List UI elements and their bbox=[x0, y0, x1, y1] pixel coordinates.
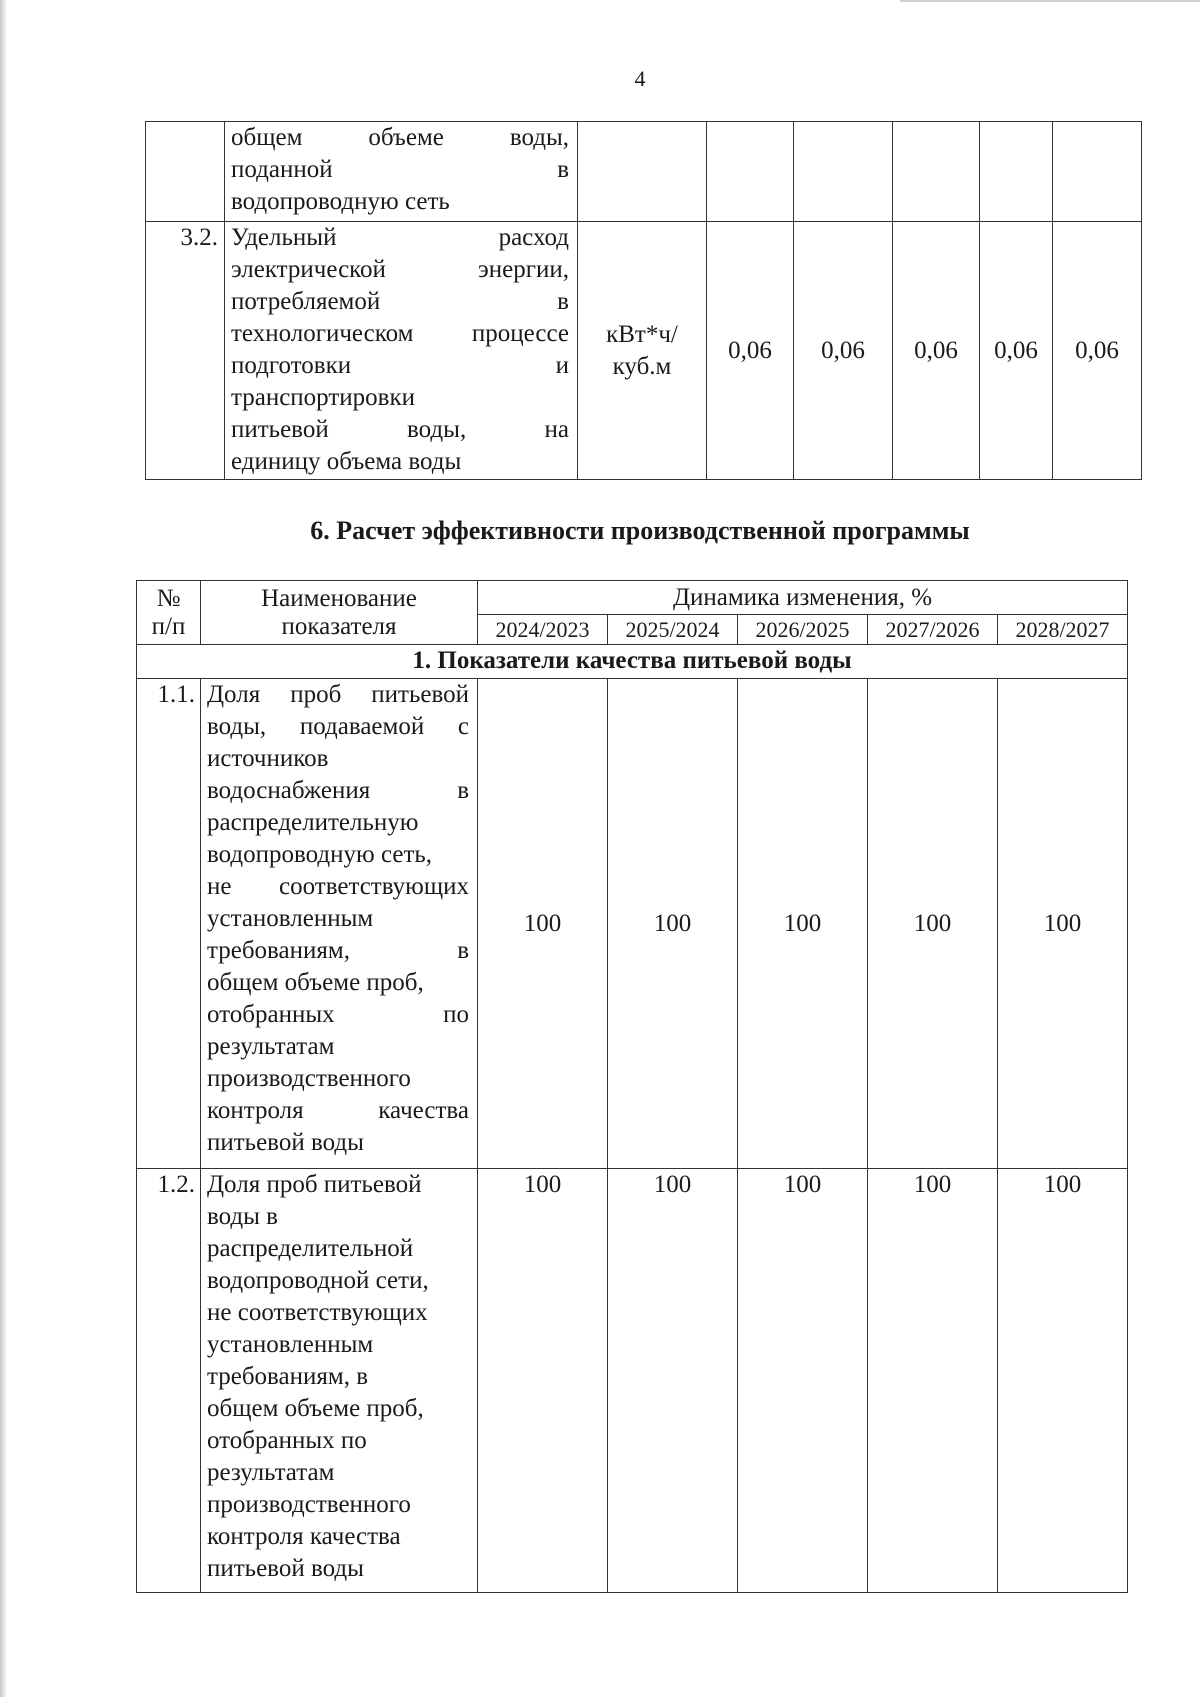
value-cell bbox=[1053, 122, 1142, 222]
value-cell bbox=[707, 122, 794, 222]
name-line: водопроводной сети, bbox=[207, 1267, 429, 1294]
value-cell: 100 bbox=[998, 679, 1128, 1169]
name-line: Доля проб питьевой bbox=[207, 1171, 422, 1198]
header-name-line: показателя bbox=[281, 612, 397, 640]
name-line: общем объеме воды, bbox=[231, 124, 569, 151]
name-line: не соответствующих bbox=[207, 873, 469, 900]
header-num-line: п/п bbox=[151, 612, 186, 640]
indicator-name bbox=[201, 1169, 478, 1593]
name-line: общем объеме проб, bbox=[207, 1395, 424, 1422]
table-row bbox=[146, 122, 1142, 222]
page-number: 4 bbox=[634, 66, 646, 91]
value-cell: 100 bbox=[608, 1169, 738, 1593]
name-line: водоснабжения в bbox=[207, 777, 469, 804]
name-line: водопроводную сеть bbox=[231, 188, 450, 215]
table-row bbox=[137, 1169, 1128, 1593]
name-line: требованиям, в bbox=[207, 1363, 368, 1390]
header-year: 2027/2026 bbox=[868, 615, 998, 645]
name-line: отобранных по bbox=[207, 1001, 469, 1028]
header-year: 2025/2024 bbox=[608, 615, 738, 645]
header-name-line: Наименование bbox=[261, 584, 417, 612]
name-line: контроля качества bbox=[207, 1523, 401, 1550]
name-line: установленным bbox=[207, 905, 374, 932]
section-heading: 6. Расчет эффективности производственной программы bbox=[310, 516, 970, 545]
table-row bbox=[137, 679, 1128, 1169]
header-year: 2024/2023 bbox=[478, 615, 608, 645]
row-number: 3.2. bbox=[146, 222, 225, 480]
value-cell: 0,06 bbox=[707, 222, 794, 480]
row-number: 1.1. bbox=[137, 679, 201, 1169]
name-line: питьевой воды bbox=[207, 1129, 364, 1156]
name-line: транспортировки bbox=[231, 384, 415, 411]
efficiency-table bbox=[136, 580, 1128, 1593]
value-cell: 100 bbox=[478, 679, 608, 1169]
unit-line: кВт*ч/ bbox=[606, 320, 678, 348]
value-cell bbox=[893, 122, 980, 222]
value-cell bbox=[980, 122, 1053, 222]
name-line: единицу объема воды bbox=[231, 448, 462, 475]
unit-cell bbox=[578, 222, 707, 480]
name-line: распределительной bbox=[207, 1235, 414, 1262]
table-row bbox=[146, 222, 1142, 480]
name-line: общем объеме проб, bbox=[207, 969, 424, 996]
name-line: воды в bbox=[207, 1203, 278, 1230]
header-year: 2026/2025 bbox=[738, 615, 868, 645]
value-cell: 100 bbox=[478, 1169, 608, 1593]
scan-edge bbox=[0, 0, 6, 1697]
name-line: отобранных по bbox=[207, 1427, 367, 1454]
header-num-line: № bbox=[156, 584, 181, 612]
name-line: Доля проб питьевой bbox=[207, 681, 469, 708]
header-row bbox=[137, 581, 1128, 615]
name-line: производственного bbox=[207, 1491, 411, 1518]
name-line: подготовки и bbox=[231, 352, 569, 379]
value-cell: 0,06 bbox=[794, 222, 893, 480]
value-cell: 100 bbox=[868, 679, 998, 1169]
row-number bbox=[146, 122, 225, 222]
value-cell: 0,06 bbox=[980, 222, 1053, 480]
name-line: Удельный расход bbox=[231, 224, 569, 251]
header-year: 2028/2027 bbox=[998, 615, 1128, 645]
name-line: водопроводную сеть, bbox=[207, 841, 433, 868]
group-title: 1. Показатели качества питьевой воды bbox=[137, 645, 1128, 679]
continuation-table bbox=[145, 121, 1142, 480]
name-line: питьевой воды, на bbox=[231, 416, 569, 443]
name-line: источников bbox=[207, 745, 329, 772]
value-cell: 0,06 bbox=[893, 222, 980, 480]
header-num bbox=[137, 581, 201, 645]
value-cell: 100 bbox=[738, 1169, 868, 1593]
unit-cell bbox=[578, 122, 707, 222]
name-line: контроля качества bbox=[207, 1097, 469, 1124]
name-line: электрической энергии, bbox=[231, 256, 569, 283]
name-line: поданной в bbox=[231, 156, 569, 183]
group-row bbox=[137, 645, 1128, 679]
header-name bbox=[201, 581, 478, 645]
name-line: требованиям, в bbox=[207, 937, 469, 964]
name-line: питьевой воды bbox=[207, 1555, 364, 1582]
name-line: производственного bbox=[207, 1065, 411, 1092]
row-number: 1.2. bbox=[137, 1169, 201, 1593]
name-line: результатам bbox=[207, 1459, 335, 1486]
name-line: не соответствующих bbox=[207, 1299, 428, 1326]
name-line: воды, подаваемой с bbox=[207, 713, 469, 740]
value-cell: 100 bbox=[868, 1169, 998, 1593]
value-cell: 100 bbox=[998, 1169, 1128, 1593]
name-line: результатам bbox=[207, 1033, 335, 1060]
header-dynamics: Динамика изменения, % bbox=[478, 581, 1128, 615]
value-cell bbox=[794, 122, 893, 222]
name-line: потребляемой в bbox=[231, 288, 569, 315]
indicator-name bbox=[225, 122, 578, 222]
name-line: установленным bbox=[207, 1331, 374, 1358]
indicator-name bbox=[201, 679, 478, 1169]
scan-edge-top bbox=[900, 0, 1200, 2]
value-cell: 100 bbox=[608, 679, 738, 1169]
name-line: распределительную bbox=[207, 809, 419, 836]
value-cell: 0,06 bbox=[1053, 222, 1142, 480]
value-cell: 100 bbox=[738, 679, 868, 1169]
unit-line: куб.м bbox=[612, 352, 672, 380]
name-line: технологическом процессе bbox=[231, 320, 569, 347]
indicator-name bbox=[225, 222, 578, 480]
